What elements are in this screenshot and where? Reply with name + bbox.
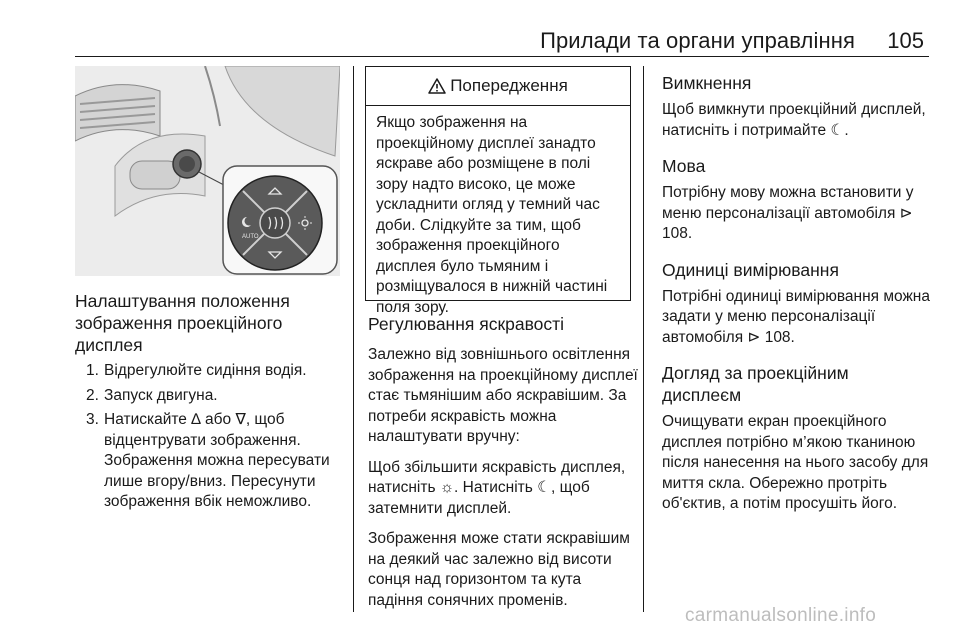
header-rule (75, 56, 929, 57)
brightness-paragraph-3: Зображення може стати яскравішим на деякий час залежно від висоти сонця над горизонтом та кута падіння сонячних променів. (368, 530, 630, 609)
watermark: carmanualsonline.info (685, 605, 877, 626)
warning-triangle-icon (428, 78, 446, 94)
language-heading: Мова (662, 156, 706, 176)
units-text: Потрібні одиниці вимірювання можна задати у меню персоналізації автомобіля ⊳ 108. (662, 287, 930, 346)
warning-header (366, 67, 630, 106)
care-heading: Догляд за проекційним дисплеєм (662, 363, 849, 405)
page-number: 105 (887, 28, 924, 53)
list-item: 3. Натискайте ∆ або ∇, щоб відцентрувати зображення. Зображення можна пересувати лише вгору/вниз. Пересунути зображення вбік неможливо. (86, 411, 330, 510)
hud-position-heading: Налаштування положення зображення проекційного дисплея (75, 291, 290, 355)
warning-title: Попередження (450, 76, 568, 95)
language-text: Потрібну мову можна встановити у меню персоналізації автомобіля ⊳ 108. (662, 184, 914, 242)
auto-label-layer (75, 66, 340, 276)
brightness-heading: Регулювання яскравості (368, 314, 565, 334)
care-text: Очищувати екран проекційного дисплея потрібно м’якою тканиною після нанесення на нього засобу для миття скла. Обережно протріть об'єктив, а потім просушіть його. (662, 413, 929, 512)
switch-off-heading: Вимкнення (662, 73, 752, 93)
page-header-title: Прилади та органи управління (540, 28, 855, 53)
units-heading: Одиниці вимірювання (662, 259, 839, 280)
brightness-paragraph-1: Залежно від зовнішнього освітлення зображення на проекційному дисплеї стає тьмянішим або яскравішим. За потреби яскравість можна налаштувати вручну: (368, 346, 638, 445)
brightness-paragraph-2: Щоб збільшити яскравість дисплея, натисніть ☼. Натисніть ☾, щоб затемнити дисплей. (368, 458, 626, 517)
column-divider-2 (643, 66, 644, 612)
switch-off-text: Щоб вимкнути проекційний дисплей, натисніть і потримайте ☾. (662, 101, 926, 139)
list-item: 1. Відрегулюйте сидіння водія. (86, 362, 307, 379)
auto-label: AUTO (242, 234, 259, 240)
column-divider-1 (353, 66, 354, 612)
hud-position-steps (86, 361, 346, 517)
warning-box (365, 66, 631, 316)
hud-control-illustration (75, 66, 340, 276)
list-item: 2. Запуск двигуна. (86, 386, 218, 404)
warning-text: Якщо зображення на проекційному дисплеї занадто яскраве або розміщене в полі зору надто високо, це може ускладнити огляд у темний час доби. Слідкуйте за тим, щоб зображення проекційного дисплея було тьмяним і розміщувалося в нижній частині поля зору. (376, 114, 608, 316)
